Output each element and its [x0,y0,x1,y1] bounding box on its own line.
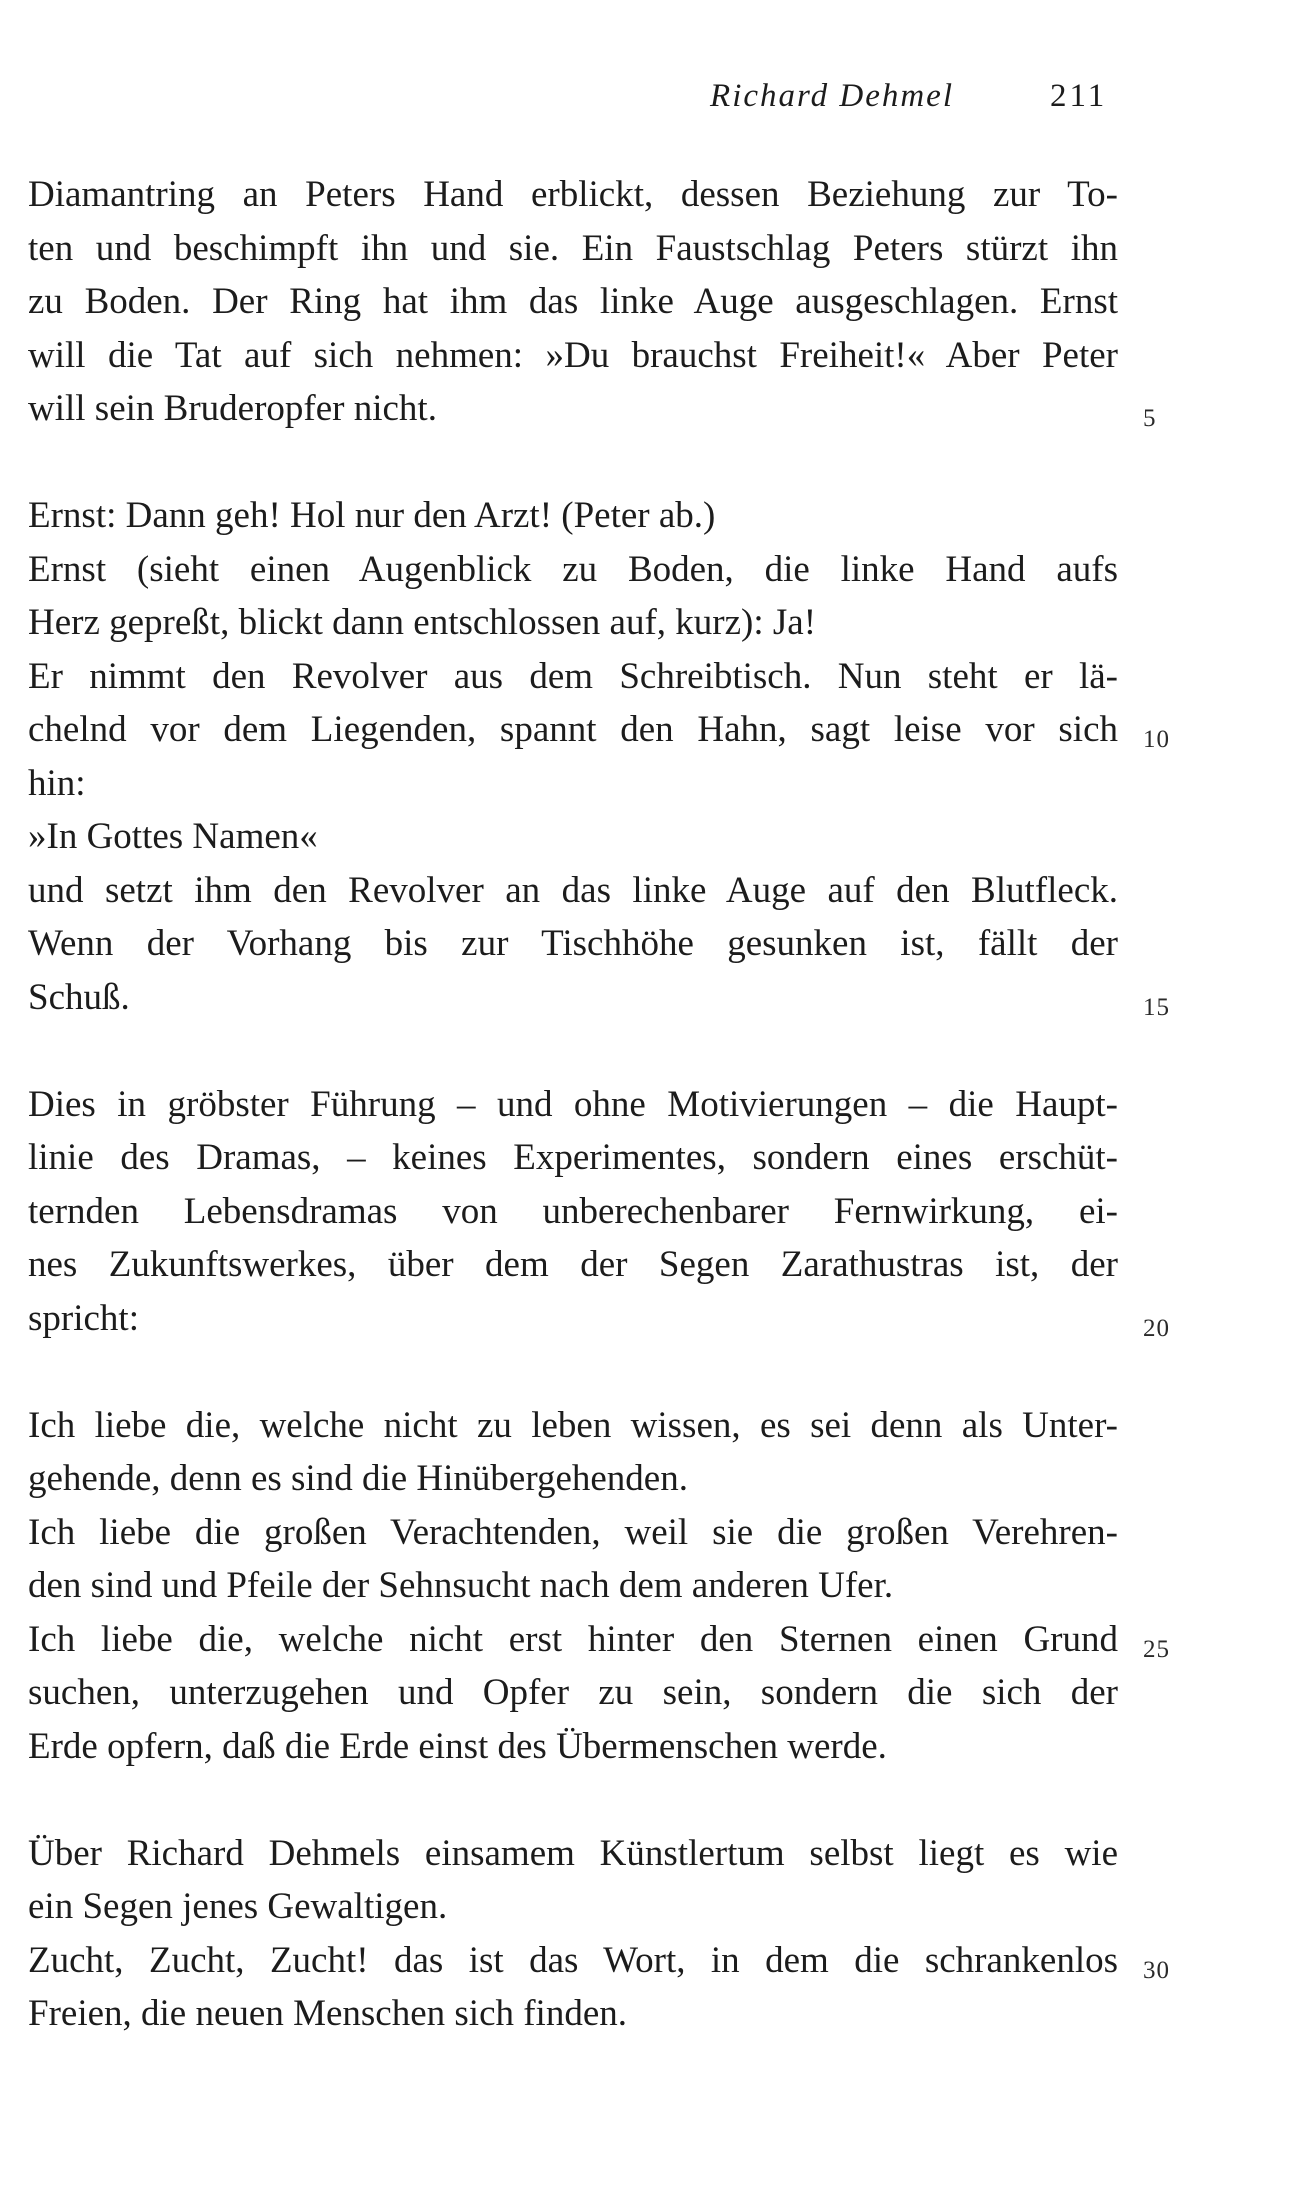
text-line: den sind und Pfeile der Sehnsucht nach dem anderen Ufer. [28,1565,894,1606]
text-line: gehende, denn es sind die Hinübergehenden. [28,1458,688,1499]
text-line: Herz gepreßt, blickt dann entschlossen auf, kurz): Ja! [28,602,817,643]
running-head [0,78,1294,128]
text-line: Schuß. 15 [28,971,1118,1025]
text-line: Über Richard Dehmels einsamem Künstlertum selbst liegt es wie [28,1832,1118,1874]
text-line: ein Segen jenes Gewaltigen. [28,1886,448,1927]
text-line: Dies in gröbster Führung – und ohne Motivierungen – die Haupt- [28,1083,1118,1125]
line-number: 10 [1143,726,1170,753]
text-line: zu Boden. Der Ring hat ihm das linke Auge ausgeschlagen. Ernst [28,281,1118,322]
text-line: Ich liebe die, welche nicht erst hinter den Sternen einen Grund 25 [28,1613,1118,1667]
paragraph-gap [28,436,1118,490]
text-line: will die Tat auf sich nehmen: »Du brauchst Freiheit!« Aber Peter [28,334,1118,376]
body-text [28,168,1170,2041]
text-line: ternden Lebensdramas von unberechenbarer Fernwirkung, ei- [28,1190,1118,1232]
text-line: Freien, die neuen Menschen sich finden. [28,1993,628,2034]
paragraph-gap [28,1773,1118,1827]
line-number: 15 [1143,993,1170,1021]
text-line: Ich liebe die großen Verachtenden, weil sie die großen Verehren- [28,1511,1118,1553]
line-number: 20 [1143,1314,1170,1342]
running-title: Richard Dehmel [710,78,954,114]
paragraph [28,1078,1170,1346]
paragraph-gap [28,1345,1118,1399]
text-line: chelnd vor dem Liegenden, spannt den Hahn, sagt leise vor sich 10 [28,703,1118,757]
text-line: Diamantring an Peters Hand erblickt, dessen Beziehung zur To- [28,174,1118,215]
text-line: linie des Dramas, – keines Experimentes, sondern eines erschüt- [28,1137,1118,1178]
line-number: 30 [1143,1956,1170,1984]
text-line: Ernst: Dann geh! Hol nur den Arzt! (Peter ab.) [28,495,716,536]
text-line: »In Gottes Namen« [28,816,318,857]
paragraph [28,1827,1170,2041]
text-line: nes Zukunftswerkes, über dem der Segen Zarathustras ist, der [28,1244,1118,1285]
text-line: Ernst (sieht einen Augenblick zu Boden, die linke Hand aufs [28,548,1118,590]
text-line: hin: [28,762,86,804]
text-line: will sein Bruderopfer nicht. 5 [28,382,1118,436]
paragraph [28,1399,1170,1774]
paragraph [28,168,1157,436]
text-line: und setzt ihm den Revolver an das linke Auge auf den Blutfleck. [28,869,1118,911]
text-line: Er nimmt den Revolver aus dem Schreibtisch. Nun steht er lä- [28,655,1118,697]
text-line: ten und beschimpft ihn und sie. Ein Faustschlag Peters stürzt ihn [28,227,1118,269]
paragraph [28,489,1170,1024]
text-line: suchen, unterzugehen und Opfer zu sein, sondern die sich der [28,1672,1118,1713]
text-line: Wenn der Vorhang bis zur Tischhöhe gesunken ist, fällt der [28,923,1118,964]
line-number: 5 [1143,405,1157,432]
text-line: Ich liebe die, welche nicht zu leben wissen, es sei denn als Unter- [28,1404,1118,1446]
line-number: 25 [1143,1635,1170,1663]
text-line: spricht: 20 [28,1292,1118,1346]
text-line: Zucht, Zucht, Zucht! das ist das Wort, in dem die schrankenlos 30 [28,1934,1118,1988]
page-number: 211 [1050,78,1108,114]
text-line: Erde opfern, daß die Erde einst des Übermenschen werde. [28,1725,887,1767]
paragraph-gap [28,1024,1118,1078]
